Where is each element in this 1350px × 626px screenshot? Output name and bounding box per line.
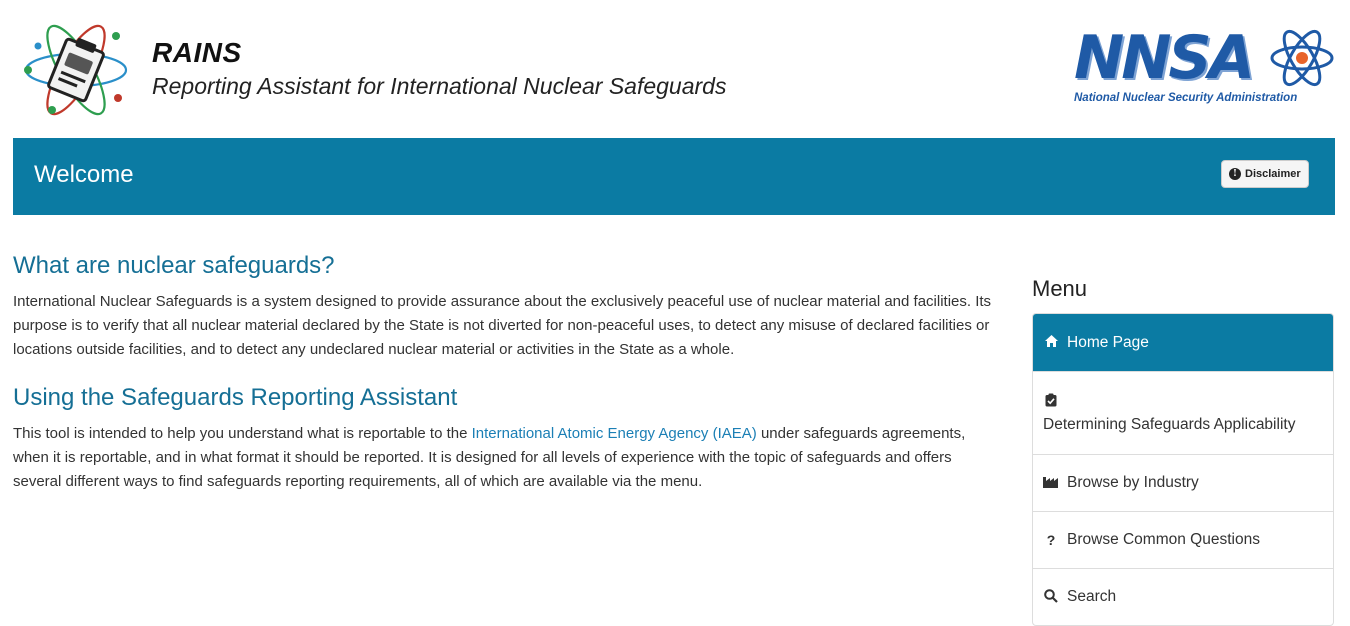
section-heading-using-assistant: Using the Safeguards Reporting Assistant: [13, 384, 458, 411]
menu-item-determining-applicability[interactable]: [1033, 371, 1333, 454]
nnsa-caption: National Nuclear Security Administration: [1074, 92, 1298, 104]
menu-item-label: Search: [1067, 588, 1117, 605]
industry-icon: [1043, 475, 1059, 491]
section-heading-safeguards: What are nuclear safeguards?: [13, 252, 335, 279]
main-content: [13, 250, 1003, 514]
body-text-part-2: under safeguards agreements, when it is reportable, and in what format it should be reported. It is designed for all levels of experience with the topic of safeguards and offers several different ways to find safeguards reporting requirements, all of which are available via the menu.: [13, 425, 966, 490]
menu-item-label: Browse by Industry: [1067, 474, 1199, 491]
nnsa-logo-word: NNSA: [1074, 23, 1253, 93]
home-icon: [1043, 334, 1059, 351]
menu-item-label: Browse Common Questions: [1067, 531, 1260, 548]
question-icon: ?: [1046, 532, 1056, 548]
menu-item-browse-common-questions[interactable]: [1033, 511, 1333, 568]
search-icon: [1043, 589, 1059, 606]
menu-title: Menu: [1032, 276, 1088, 301]
app-subtitle: Reporting Assistant for International Nuclear Safeguards: [152, 73, 727, 99]
atom-icon: [1268, 28, 1336, 88]
sidebar-menu: [1032, 275, 1334, 626]
menu-item-label: Home Page: [1067, 333, 1149, 351]
menu-item-home-page[interactable]: [1033, 314, 1333, 371]
disclaimer-label: Disclaimer: [1245, 168, 1301, 180]
nnsa-logo[interactable]: [1072, 23, 1338, 114]
clipboard-check-icon: [1043, 393, 1059, 410]
iaea-link[interactable]: International Atomic Energy Agency (IAEA): [471, 425, 757, 442]
info-icon: !: [1229, 168, 1241, 180]
rains-logo-icon: [20, 24, 132, 116]
menu-item-browse-by-industry[interactable]: [1033, 454, 1333, 511]
section-body-safeguards: International Nuclear Safeguards is a system designed to provide assurance about the exclusively peaceful use of nuclear material and facilities. Its purpose is to verify that all nuclear material declared by the State is not diverted for non-peaceful uses, to detect any misuse of declared facilities or locations outside facilities, and to detect any undeclared nuclear material or activities in the State as a whole.: [13, 293, 992, 358]
page-header: [0, 0, 1350, 138]
page-title: Welcome: [34, 161, 134, 188]
menu-item-label: Determining Safeguards Applicability: [1043, 415, 1296, 433]
menu-list: [1032, 313, 1334, 626]
section-body-using-assistant: [13, 422, 1003, 494]
disclaimer-button[interactable]: [1221, 160, 1309, 188]
welcome-banner: [13, 138, 1335, 215]
body-text-part-1: This tool is intended to help you understand what is reportable to the: [13, 425, 472, 442]
app-title-block: [152, 38, 726, 100]
app-name: RAINS: [152, 37, 242, 68]
